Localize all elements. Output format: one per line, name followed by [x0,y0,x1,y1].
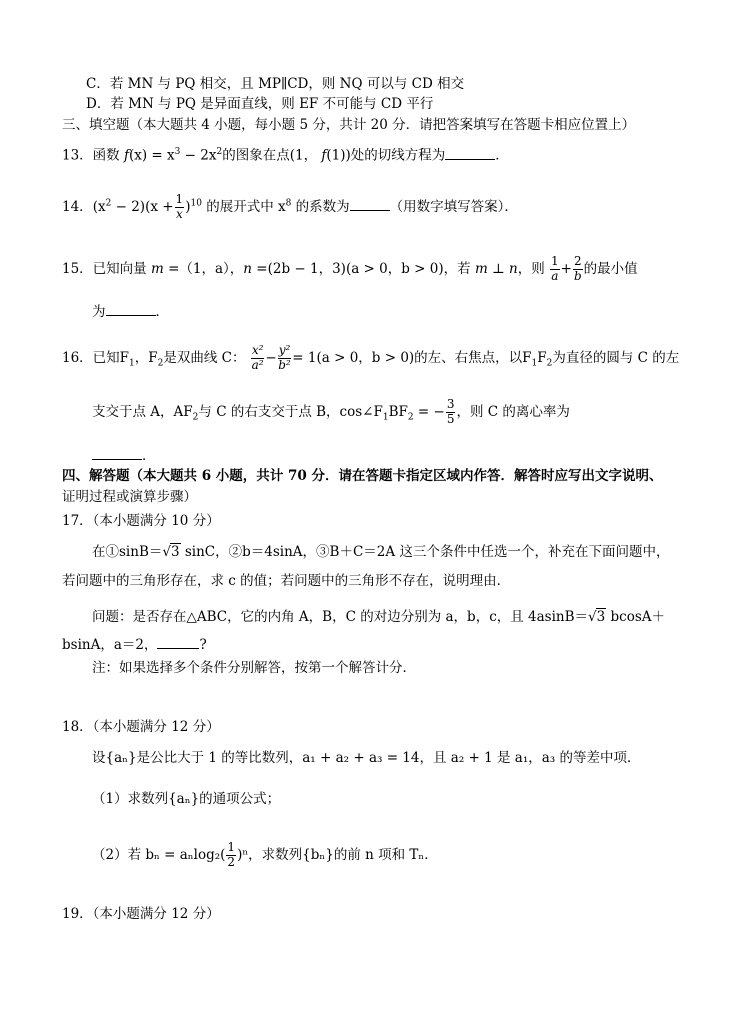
fraction: $\frac{\text{x²}}{\text{a²}}$ [251,343,264,372]
question-16: 16．已知$F_1$，$F_2$是双曲线 C： $\frac{\text{x²}}{\text{a²}}$ − $\frac{\text{y²}}{\text{b²}}$ = 1(a > 0，b > 0)的左、右焦点，以$F_1F_2$为直径的圆与 C 的左 [62,343,680,372]
question-18-sub2: （2）若 bₙ = aₙlog₂( $\frac{1}{2}$ )ⁿ，求数列{bₙ}的前 n 项和 Tₙ． [92,840,438,869]
question-17-p3: 问题：是否存在△ABC，它的内角 A，B，C 的对边分别为 a，b，c，且 4asinB＝√3 bcosA＋ [92,609,666,625]
answer-blank [350,209,390,211]
fraction: $\frac{\text{y²}}{\text{b²}}$ [278,343,291,372]
answer-blank [106,314,156,316]
section-4-title: 四、解答题（本大题共 6 小题，共计 70 分．请在答题卡指定区域内作答．解答时应写出文字说明、 [62,468,663,484]
question-18-sub1: （1）求数列{aₙ}的通项公式； [92,791,281,807]
question-18-p1: 设{aₙ}是公比大于 1 的等比数列，a₁ + a₂ + a₃ = 14，且 a₂ + 1 是 a₁，a₃ 的等差中项． [92,750,641,766]
answer-blank [445,158,495,160]
question-17-note: 注：如果选择多个条件分别解答，按第一个解答计分． [92,660,416,676]
question-18-heading: 18．（本小题满分 12 分） [62,719,220,735]
option-d: D．若 MN 与 PQ 是异面直线，则 EF 不可能与 CD 平行 [86,96,434,112]
option-c: C．若 MN 与 PQ 相交，且 MP∥CD，则 NQ 可以与 CD 相交 [86,76,465,92]
question-17-p1: 在①sinB＝√3 sinC，②b＝4sinA，③B＋C＝2A 这三个条件中任选一个，补充在下面问题中， [92,544,670,560]
section-4-title-line2: 证明过程或演算步骤） [62,489,197,505]
question-15: 15．已知向量 m =（1，a），n =(2b − 1，3)(a > 0，b > 0)，若 m ⊥ n，则 $\frac{1}{a}$ + $\frac{2}{b}$ 的最小值 [62,254,638,283]
question-13: 13．函数 $f(x) = x^3 - 2x^2$的图象在点(1， f(1))处的切线方程为 ． [62,147,509,164]
question-17-heading: 17．（本小题满分 10 分） [62,513,220,529]
question-17-p4: bsinA，a＝2， ? [62,637,207,653]
section-3-title: 三、填空题（本大题共 4 小题，每小题 5 分，共计 20 分．请把答案填写在答题卡相应位置上） [62,117,636,133]
question-16-line3: ． [92,448,156,464]
question-14: 14．$(x^2 - 2)(x$ + $\frac{1}{x}$ )$^{10}$ 的展开式中 $x^8$ 的系数为 （用数字填写答案）． [62,192,518,221]
fraction: $\frac{1}{a}$ [551,254,559,283]
fraction: $\frac{1}{x}$ [175,192,184,221]
fraction: $\frac{1}{2}$ [227,840,236,869]
fraction: $\frac{3}{5}$ [446,397,455,426]
question-16-line2: 支交于点 A，$AF_2$与 C 的右支交于点 B，$\cos\angle F_1BF_2$ = − $\frac{3}{5}$ ，则 C 的离心率为 [92,397,570,426]
answer-blank [157,647,199,649]
question-15-line2: 为 ． [92,304,169,320]
fraction: $\frac{2}{b}$ [573,254,582,283]
question-19-heading: 19．（本小题满分 12 分） [62,906,220,922]
answer-blank [92,458,142,460]
question-17-p2: 若问题中的三角形存在，求 c 的值；若问题中的三角形不存在，说明理由． [62,573,511,589]
